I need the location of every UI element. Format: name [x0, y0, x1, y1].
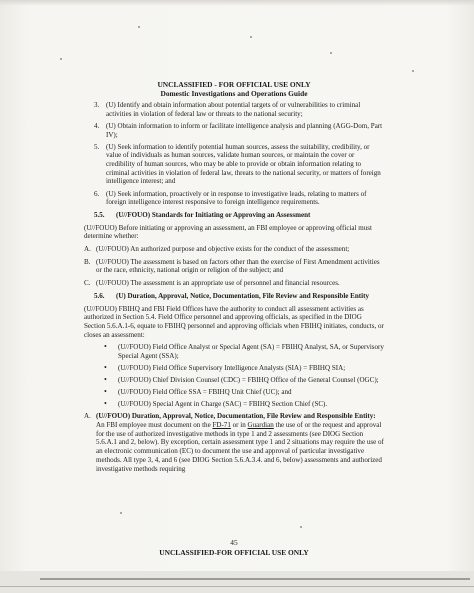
list-item [104, 364, 384, 373]
item-text: (U) Seek information, proactively or in response to investigative leads, relating to matters of foreign intelligence interest responsive to foreign intelligence requirements. [106, 189, 367, 207]
item-number: 4. [94, 121, 100, 130]
header-title: Domestic Investigations and Operations Guide [160, 89, 308, 98]
section-heading [94, 211, 384, 220]
item-letter: B. [84, 257, 91, 266]
item-text: (U) Seek information to identify potential human sources, assess the suitability, credibility, or value of individuals as human sources, validate human sources, or maintain the cover or credibility of human sources, who may be able to provide or obtain information relating to criminal activities in violation of federal law, threats to the national security, or matters of foreign intelligence interest; and [106, 142, 381, 186]
scan-bottom-line [0, 586, 474, 587]
section-title: (U//FOUO) Standards for Initiating or Approving an Assessment [116, 210, 311, 219]
bullet-icon: • [104, 398, 107, 408]
list-item [84, 122, 384, 139]
list-item [104, 376, 384, 385]
item-text: (U//FOUO) The assessment is based on factors other than the exercise of First Amendment activities or the race, ethnicity, national origin or religion of the subject; and [96, 257, 380, 275]
item-text: (U) Obtain information to inform or facilitate intelligence analysis and planning (AGG-Dom, Part IV); [106, 121, 383, 139]
scan-bottom-band [0, 571, 474, 593]
list-item [104, 388, 384, 397]
item-text [96, 412, 384, 473]
document-body [84, 80, 384, 477]
item-text: (U//FOUO) Field Office Analyst or Special Agent (SA) = FBIHQ Analyst, SA, or Supervisory Special Agent (SSA); [118, 343, 384, 361]
item-text: (U//FOUO) Special Agent in Charge (SAC) = FBIHQ Section Chief (SC). [118, 399, 328, 408]
item-text: (U//FOUO) Field Office SSA = FBIHQ Unit Chief (UC); and [118, 387, 292, 396]
section-number: 5.5. [94, 210, 105, 219]
bullet-icon: • [104, 386, 107, 396]
scan-bottom-line [40, 578, 470, 580]
section-number: 5.6. [94, 291, 105, 300]
item-text-part: the use of or the request and approval for the use of authorized investigative methods in type 1 and 2 assessments (see DIOG Section 5.6.A.1 and 2, below). By exception, certain assessment type 1 and 2 situations may require the use of an electronic communication (EC) to document the use and approval of particular investigative methods. All type 3, 4, and 6 (see DIOG Section 5.6.A.3.4. and 6, below) assessments and authorized investigative methods requiring [96, 421, 384, 473]
section-intro: (U//FOUO) FBIHQ and FBI Field Offices have the authority to conduct all assessment activities as authorized in Section 5.4. Field Office personnel and approving officials, as specified in the DIOG Section 5.6.A.1-6, equate to FBIHQ personnel and approving officials when FBIHQ initiates, conducts, or closes an assessment: [84, 304, 384, 339]
item-text: (U//FOUO) The assessment is an appropriate use of personnel and financial resources. [96, 279, 340, 288]
item-text: (U//FOUO) An authorized purpose and objective exists for the conduct of the assessment; [96, 245, 350, 254]
section-intro: (U//FOUO) Before initiating or approving an assessment, an FBI employee or approving official must determine whether: [84, 223, 372, 241]
list-item [104, 343, 384, 360]
item-text-part: or in [230, 421, 248, 430]
scan-speck [412, 70, 414, 72]
item-text: (U//FOUO) Field Office Supervisory Intelligence Analysts (SIA) = FBIHQ SIA; [118, 363, 346, 372]
scan-edge [0, 0, 474, 6]
page-number: 45 [230, 538, 238, 547]
item-letter: A. [84, 412, 91, 421]
item-letter: C. [84, 279, 91, 288]
item-text-part: An FBI employee must document on the [96, 421, 213, 430]
list-item [84, 245, 384, 254]
list-item [104, 400, 384, 409]
bullet-icon: • [104, 374, 107, 384]
scan-speck [330, 52, 332, 54]
list-item [84, 101, 384, 118]
section-title: (U) Duration, Approval, Notice, Documentation, File Review and Responsible Entity [116, 291, 369, 300]
section-heading [94, 292, 384, 301]
scan-speck [60, 58, 62, 60]
list-item [84, 279, 384, 288]
list-item [84, 258, 384, 275]
item-number: 3. [94, 101, 100, 109]
list-item [84, 412, 384, 473]
guardian-link[interactable]: Guardian [247, 421, 274, 430]
item-text: (U) Identify and obtain information about potential targets of or vulnerabilities to criminal activities in violation of federal law or threats to the national security; [106, 101, 361, 118]
fd71-link[interactable]: FD-71 [212, 421, 231, 430]
bullet-icon: • [104, 362, 107, 372]
item-number: 5. [94, 142, 100, 151]
scan-speck [300, 526, 302, 528]
header-classification: UNCLASSIFIED - FOR OFFICIAL USE ONLY [157, 80, 311, 89]
scan-speck [250, 36, 252, 38]
scan-speck [138, 26, 140, 28]
bullet-list [104, 343, 384, 408]
item-bold-lead: (U//FOUO) Duration, Approval, Notice, Documentation, File Review and Responsible Entity: [96, 412, 376, 421]
list-item [84, 190, 384, 207]
item-number: 6. [94, 189, 100, 198]
item-letter: A. [84, 245, 91, 254]
bullet-icon: • [104, 342, 107, 352]
footer-classification: UNCLASSIFIED-FOR OFFICIAL USE ONLY [159, 548, 309, 557]
list-item [84, 143, 384, 187]
page-header [84, 80, 384, 98]
scan-speck [120, 512, 122, 514]
item-text: (U//FOUO) Chief Division Counsel (CDC) = FBIHQ Office of the General Counsel (OGC); [118, 375, 379, 384]
